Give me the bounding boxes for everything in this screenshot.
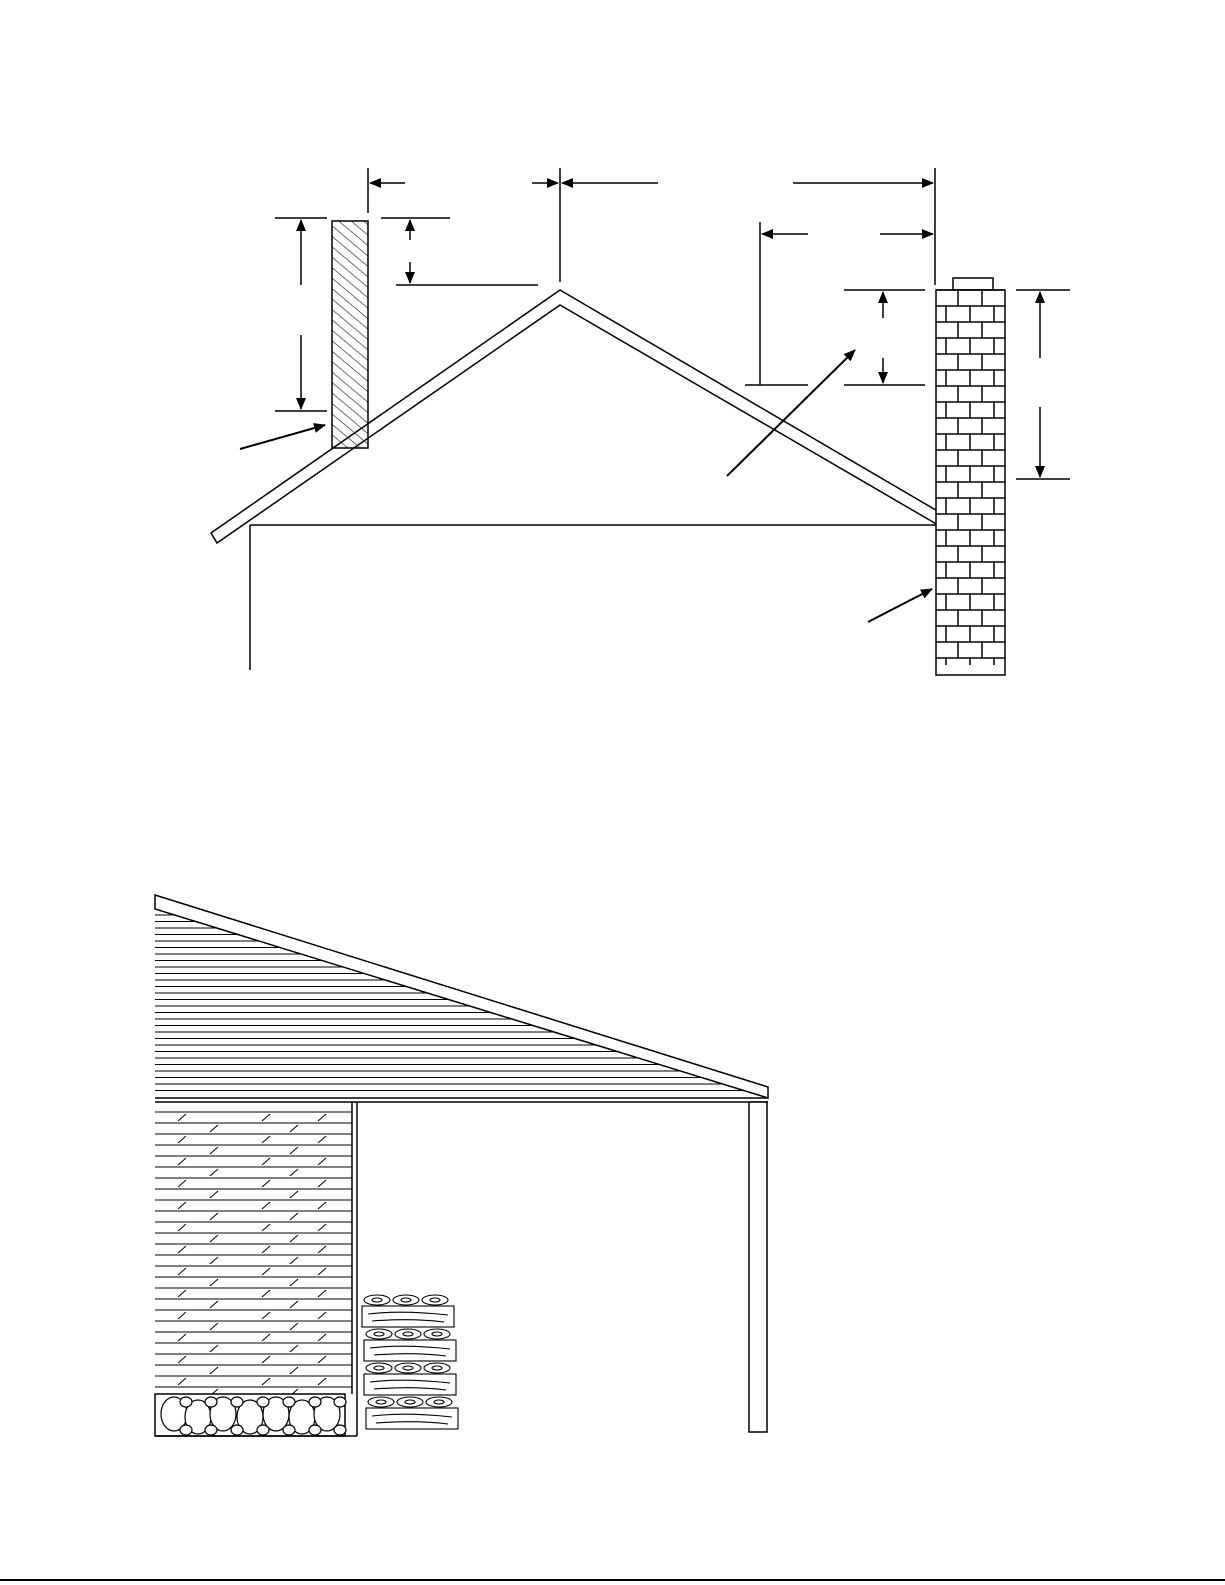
siding-joint — [290, 1301, 298, 1308]
siding-joint — [210, 1257, 218, 1264]
top-figure — [211, 168, 1070, 675]
siding-joint — [178, 1114, 186, 1121]
siding-joint — [290, 1169, 298, 1176]
siding-joint — [210, 1279, 218, 1286]
siding-joint — [318, 1180, 326, 1187]
siding-joint — [318, 1268, 326, 1275]
siding-joint — [262, 1334, 270, 1341]
siding-joint — [262, 1114, 270, 1121]
foundation-stone — [257, 1397, 269, 1407]
siding-joint — [290, 1235, 298, 1242]
siding-joint — [210, 1213, 218, 1220]
siding-joint — [290, 1191, 298, 1198]
siding-joint — [262, 1312, 270, 1319]
siding-joint — [210, 1345, 218, 1352]
siding-joint — [178, 1268, 186, 1275]
siding-joint — [290, 1213, 298, 1220]
foundation-stone — [231, 1425, 243, 1435]
siding-joint — [262, 1268, 270, 1275]
log-end — [397, 1397, 423, 1407]
foundation-stone — [309, 1397, 321, 1407]
foundation-stone — [283, 1397, 295, 1407]
log-end — [424, 1363, 450, 1373]
foundation-stone — [180, 1397, 192, 1407]
siding-joint — [318, 1158, 326, 1165]
foundation-stone — [205, 1425, 217, 1435]
siding-joint — [262, 1158, 270, 1165]
log-end — [395, 1363, 421, 1373]
siding-joint — [262, 1224, 270, 1231]
foundation-stone — [257, 1425, 269, 1435]
foundation-stone — [205, 1397, 217, 1407]
log-end — [395, 1329, 421, 1339]
siding-joint — [210, 1147, 218, 1154]
bottom-figure — [155, 895, 768, 1436]
split-log — [362, 1306, 454, 1327]
left-metal-chimney — [332, 221, 368, 448]
siding-joint — [318, 1312, 326, 1319]
siding-joint — [210, 1323, 218, 1330]
siding-joint — [262, 1202, 270, 1209]
siding-joint — [262, 1356, 270, 1363]
siding-joint — [210, 1301, 218, 1308]
siding-joint — [262, 1290, 270, 1297]
lap-siding-wall — [155, 1112, 352, 1396]
soffit-lines — [155, 915, 744, 1091]
leader-arrow-masonry-chimney — [868, 589, 932, 622]
siding-joint — [210, 1169, 218, 1176]
log-end — [368, 1397, 394, 1407]
log-end — [422, 1295, 448, 1305]
foundation-stone — [334, 1397, 346, 1407]
log-end — [366, 1363, 392, 1373]
siding-joint — [318, 1202, 326, 1209]
siding-joint — [262, 1136, 270, 1143]
porch-roof — [155, 895, 768, 1098]
foundation-stone — [231, 1397, 243, 1407]
siding-joint — [178, 1158, 186, 1165]
siding-joint — [290, 1367, 298, 1374]
siding-joint — [290, 1147, 298, 1154]
siding-joint — [262, 1378, 270, 1385]
siding-joint — [318, 1114, 326, 1121]
siding-joint — [318, 1334, 326, 1341]
foundation-stone — [309, 1425, 321, 1435]
siding-joint — [318, 1378, 326, 1385]
siding-joint — [262, 1246, 270, 1253]
siding-joint — [210, 1367, 218, 1374]
split-log — [364, 1374, 456, 1395]
right-brick-chimney — [936, 278, 1005, 675]
log-end — [366, 1329, 392, 1339]
firewood-stack — [362, 1295, 458, 1429]
siding-joint — [178, 1202, 186, 1209]
siding-joint — [290, 1279, 298, 1286]
gable-roof — [211, 290, 975, 543]
siding-joint — [178, 1312, 186, 1319]
siding-joint — [178, 1136, 186, 1143]
stone-foundation — [155, 1394, 346, 1436]
siding-joint — [178, 1180, 186, 1187]
siding-joint — [318, 1356, 326, 1363]
siding-joint — [290, 1125, 298, 1132]
siding-joint — [262, 1180, 270, 1187]
siding-joint — [210, 1191, 218, 1198]
siding-joint — [178, 1224, 186, 1231]
split-log — [364, 1340, 456, 1361]
leader-arrow-metal-chimney — [240, 425, 325, 449]
siding-joint — [290, 1257, 298, 1264]
log-end — [393, 1295, 419, 1305]
siding-joint — [290, 1345, 298, 1352]
split-log — [366, 1408, 458, 1429]
porch-post — [749, 1102, 767, 1432]
siding-joint — [210, 1235, 218, 1242]
siding-joint — [210, 1125, 218, 1132]
siding-joint — [318, 1224, 326, 1231]
foundation-stone — [334, 1425, 346, 1435]
log-end — [364, 1295, 390, 1305]
siding-joint — [178, 1246, 186, 1253]
log-end — [426, 1397, 452, 1407]
foundation-stone — [180, 1425, 192, 1435]
log-end — [424, 1329, 450, 1339]
house-wall — [250, 525, 937, 670]
siding-joint — [318, 1290, 326, 1297]
siding-joint — [178, 1356, 186, 1363]
siding-joint — [178, 1334, 186, 1341]
foundation-stone — [283, 1425, 295, 1435]
siding-joint — [318, 1246, 326, 1253]
siding-joint — [318, 1136, 326, 1143]
siding-joint — [178, 1378, 186, 1385]
siding-joint — [290, 1323, 298, 1330]
siding-joint — [178, 1290, 186, 1297]
